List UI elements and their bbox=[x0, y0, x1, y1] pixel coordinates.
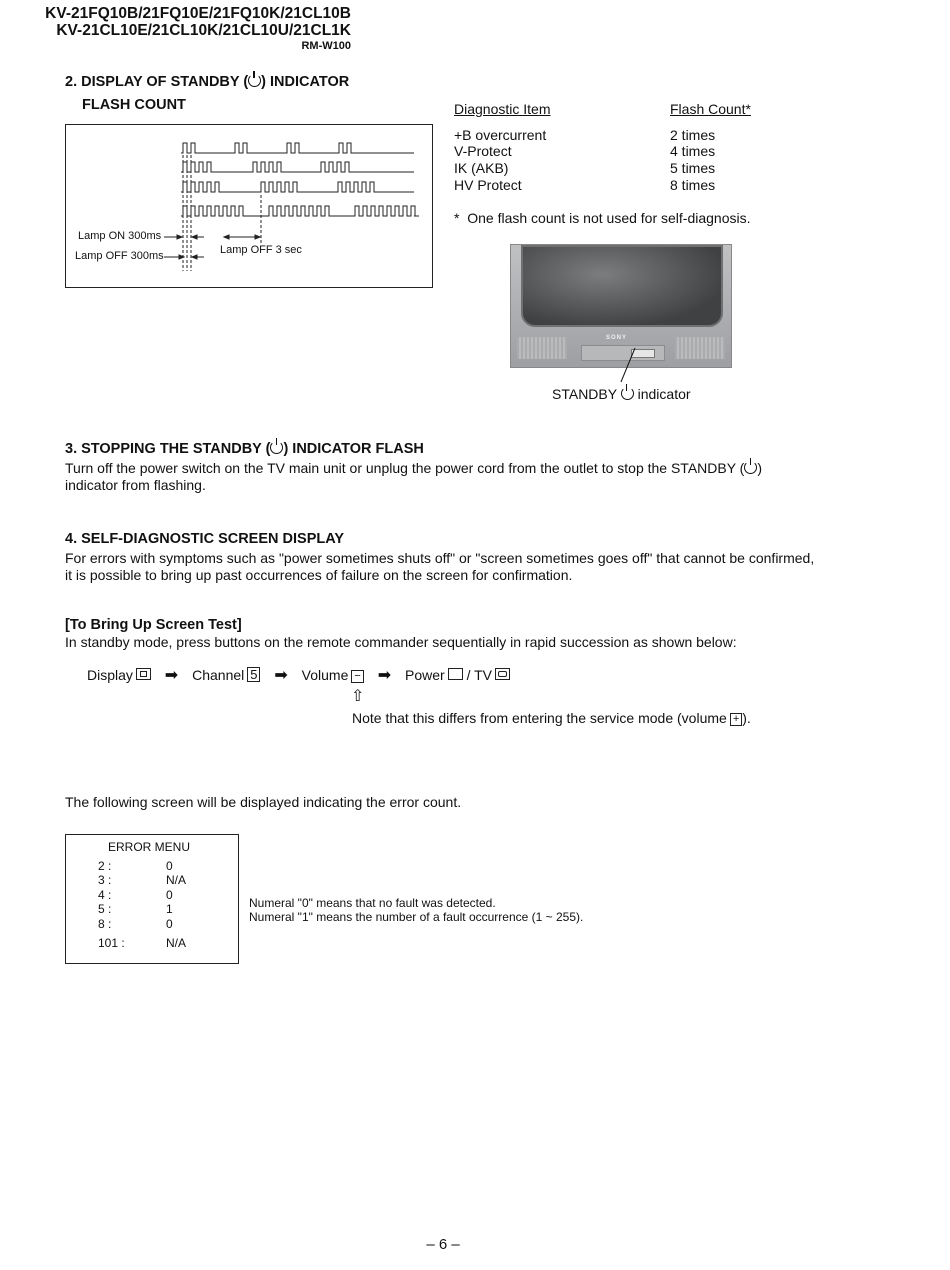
flash-waveform-3 bbox=[181, 182, 414, 192]
power-label: Power bbox=[405, 667, 445, 683]
diag-item: V-Protect bbox=[454, 143, 512, 159]
diag-count: 2 times bbox=[670, 127, 716, 143]
model-line-2: KV-21CL10E/21CL10K/21CL10U/21CL1K bbox=[56, 22, 351, 39]
diag-count: 8 times bbox=[670, 177, 716, 193]
flash-waveform-4 bbox=[181, 206, 419, 216]
power-tv-key-icon bbox=[448, 668, 463, 680]
channel-key: 5 bbox=[247, 667, 260, 682]
error-menu-box bbox=[65, 834, 239, 964]
list-item: 2 : bbox=[98, 859, 112, 873]
diag-item: IK (AKB) bbox=[454, 160, 509, 176]
table-header-item: Diagnostic Item bbox=[454, 101, 551, 117]
tv-label: / TV bbox=[466, 667, 492, 683]
tv-key-icon bbox=[495, 668, 510, 680]
volume-minus-key: − bbox=[351, 670, 363, 683]
table-header-count: Flash Count* bbox=[670, 101, 751, 117]
service-mode-note: Note that this differs from entering the service mode (volume + ). bbox=[352, 710, 751, 726]
list-item: 4 : bbox=[98, 888, 112, 902]
table-row bbox=[454, 177, 754, 194]
screen-test-title: [To Bring Up Screen Test] bbox=[65, 617, 242, 633]
error-note-2: Numeral "1" means the number of a fault occurrence (1 ~ 255). bbox=[249, 910, 584, 924]
power-icon bbox=[248, 74, 261, 87]
display-key-icon bbox=[136, 668, 151, 680]
list-item: 5 : bbox=[98, 902, 112, 916]
arrow-right-icon: ➡ bbox=[274, 667, 288, 684]
table-row bbox=[454, 143, 754, 160]
lamp-off-3s-label: Lamp OFF 3 sec bbox=[220, 244, 302, 256]
diag-count: 4 times bbox=[670, 143, 716, 159]
list-item-value: 1 bbox=[166, 902, 173, 916]
timing-waveforms bbox=[66, 125, 432, 287]
arrow-right-icon: ➡ bbox=[164, 667, 179, 684]
error-notes bbox=[249, 896, 583, 924]
section-3-title: 3. STOPPING THE STANDBY ( ) INDICATOR FLASH bbox=[65, 441, 424, 457]
error-screen-intro: The following screen will be displayed indicating the error count. bbox=[65, 794, 462, 810]
table-row bbox=[454, 127, 754, 144]
diag-item: HV Protect bbox=[454, 177, 522, 193]
section-4-text: For errors with symptoms such as "power sometimes shuts off" or "screen sometimes goes off" that cannot be confirmed, it is possible to bring up past occurrences of failure on the screen for confirmation. bbox=[65, 550, 815, 583]
flash-count-subtitle: FLASH COUNT bbox=[82, 97, 186, 113]
power-icon bbox=[270, 441, 283, 454]
diag-item: +B overcurrent bbox=[454, 127, 547, 143]
lamp-on-label: Lamp ON 300ms bbox=[78, 230, 162, 242]
volume-plus-key: + bbox=[730, 713, 742, 726]
diag-count: 5 times bbox=[670, 160, 716, 176]
display-label: Display bbox=[87, 667, 133, 683]
remote-model: RM-W100 bbox=[301, 40, 351, 52]
tv-speaker-left bbox=[517, 337, 567, 359]
table-row bbox=[454, 160, 754, 177]
list-item-value: N/A bbox=[166, 873, 187, 887]
tv-speaker-right bbox=[675, 337, 725, 359]
table-footnote: * One flash count is not used for self-diagnosis. bbox=[454, 210, 751, 226]
list-item-value: 0 bbox=[166, 917, 173, 931]
model-header bbox=[10, 5, 351, 39]
arrow-up-icon: ⇧ bbox=[351, 688, 365, 705]
screen-test-text: In standby mode, press buttons on the remote commander sequentially in rapid succession as shown below: bbox=[65, 634, 737, 650]
arrow-right-icon: ➡ bbox=[377, 667, 392, 684]
error-menu-title: ERROR MENU bbox=[108, 840, 191, 854]
tv-screen bbox=[521, 245, 723, 327]
list-item: 101 : bbox=[98, 936, 125, 950]
indicator-pointer-line bbox=[617, 346, 657, 386]
remote-sequence bbox=[87, 667, 510, 684]
section-3-text: Turn off the power switch on the TV main unit or unplug the power cord from the outlet to stop the STANDBY ( ) indicator from flashing. bbox=[65, 460, 763, 493]
flash-timing-diagram bbox=[65, 124, 433, 288]
list-item-value: 0 bbox=[166, 859, 173, 873]
list-item-value: 0 bbox=[166, 888, 173, 902]
volume-label: Volume bbox=[301, 667, 349, 683]
list-item-value: N/A bbox=[166, 936, 187, 950]
page-number: – 6 – bbox=[426, 1236, 460, 1253]
flash-waveform-1 bbox=[181, 143, 414, 153]
model-line-1: KV-21FQ10B/21FQ10E/21FQ10K/21CL10B bbox=[45, 5, 351, 22]
power-icon bbox=[621, 387, 634, 400]
section-4-title: 4. SELF-DIAGNOSTIC SCREEN DISPLAY bbox=[65, 531, 345, 547]
list-item: 8 : bbox=[98, 917, 112, 931]
standby-caption: STANDBY indicator bbox=[552, 386, 691, 402]
channel-label: Channel bbox=[192, 667, 245, 683]
sony-logo: SONY bbox=[606, 335, 628, 341]
flash-waveform-2 bbox=[181, 162, 414, 172]
error-note-1: Numeral "0" means that no fault was detected. bbox=[249, 896, 496, 910]
list-item: 3 : bbox=[98, 873, 112, 887]
lamp-off-label: Lamp OFF 300ms bbox=[75, 250, 164, 262]
power-icon bbox=[744, 461, 757, 474]
section-2-title: 2. DISPLAY OF STANDBY ( ) INDICATOR bbox=[65, 74, 350, 90]
